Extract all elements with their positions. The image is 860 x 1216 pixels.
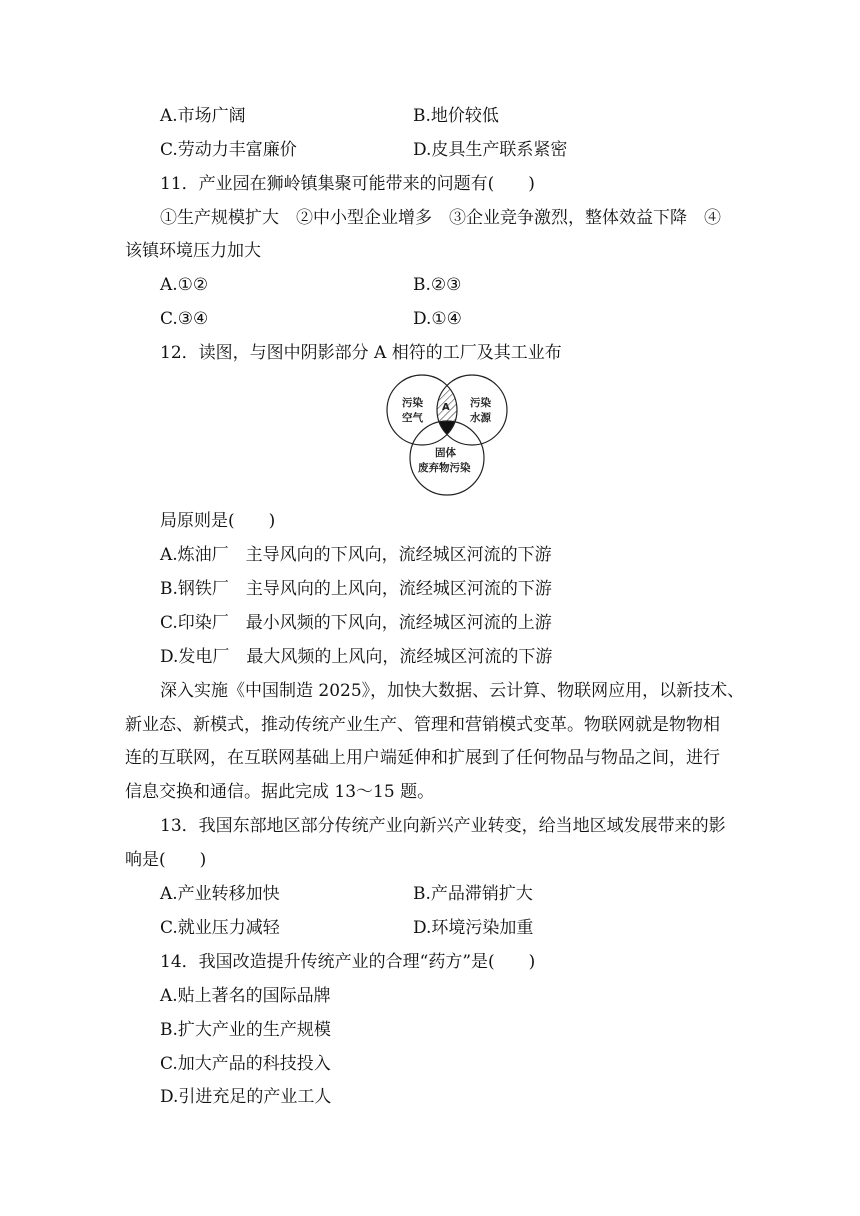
passage-line2: 新业态、新模式，推动传统产业生产、管理和营销模式变革。物联网就是物物相 — [125, 715, 720, 735]
q13-option-a: A.产业转移加快 — [160, 884, 280, 904]
q14-option-c: C.加大产品的科技投入 — [160, 1054, 331, 1074]
q11-option-b: B.②③ — [413, 275, 462, 295]
q12-stem-line1: 12．读图，与图中阴影部分 A 相符的工厂及其工业布 — [160, 343, 562, 363]
q10-option-d: D.皮具生产联系紧密 — [413, 140, 568, 160]
q14-option-a: A.贴上著名的国际品牌 — [160, 986, 331, 1006]
passage-line1: 深入实施《中国制造 2025》，加快大数据、云计算、物联网应用，以新技术、 — [160, 681, 745, 701]
q13-option-c: C.就业压力减轻 — [160, 918, 280, 938]
q11-option-a: A.①② — [160, 275, 209, 295]
q11-statements-line2: 该镇环境压力加大 — [125, 241, 261, 261]
q13-stem-line1: 13．我国东部地区部分传统产业向新兴产业转变，给当地区域发展带来的影 — [160, 816, 726, 836]
q12-option-d: D.发电厂 最大风频的上风向，流经城区河流的下游 — [160, 647, 553, 667]
q12-option-b: B.钢铁厂 主导风向的上风向，流经城区河流的下游 — [160, 579, 552, 599]
q13-stem-line2: 响是( ) — [125, 850, 207, 870]
pollution-venn-diagram — [384, 370, 510, 498]
label-air-1: 污染 — [402, 397, 423, 409]
q14-option-b: B.扩大产业的生产规模 — [160, 1020, 331, 1040]
q10-option-a: A.市场广阔 — [160, 106, 246, 126]
q14-stem: 14．我国改造提升传统产业的合理“药方”是( ) — [160, 952, 536, 972]
label-a: A — [442, 402, 450, 413]
q10-option-b: B.地价较低 — [413, 106, 499, 126]
label-air-2: 空气 — [402, 412, 423, 424]
q14-option-d: D.引进充足的产业工人 — [160, 1087, 332, 1107]
q11-option-d: D.①④ — [413, 309, 462, 329]
q11-statements-line1: ①生产规模扩大 ②中小型企业增多 ③企业竞争激烈，整体效益下降 ④ — [160, 208, 721, 228]
q13-option-d: D.环境污染加重 — [413, 918, 534, 938]
q11-stem: 11．产业园在狮岭镇集聚可能带来的问题有( ) — [160, 174, 535, 194]
q13-option-b: B.产品滞销扩大 — [413, 884, 533, 904]
label-solid-2: 废弃物污染 — [418, 462, 471, 474]
label-water-2: 水源 — [470, 412, 491, 424]
label-water-1: 污染 — [470, 397, 491, 409]
passage-line3: 连的互联网，在互联网基础上用户端延伸和扩展到了任何物品与物品之间，进行 — [125, 748, 720, 768]
q12-option-c: C.印染厂 最小风频的下风向，流经城区河流的上游 — [160, 613, 552, 633]
passage-line4: 信息交换和通信。据此完成 13～15 题。 — [125, 782, 435, 802]
q11-option-c: C.③④ — [160, 309, 209, 329]
q12-stem-line2: 局原则是( ) — [160, 511, 276, 531]
label-solid-1: 固体 — [435, 447, 456, 459]
q12-option-a: A.炼油厂 主导风向的下风向，流经城区河流的下游 — [160, 545, 552, 565]
q10-option-c: C.劳动力丰富廉价 — [160, 140, 297, 160]
